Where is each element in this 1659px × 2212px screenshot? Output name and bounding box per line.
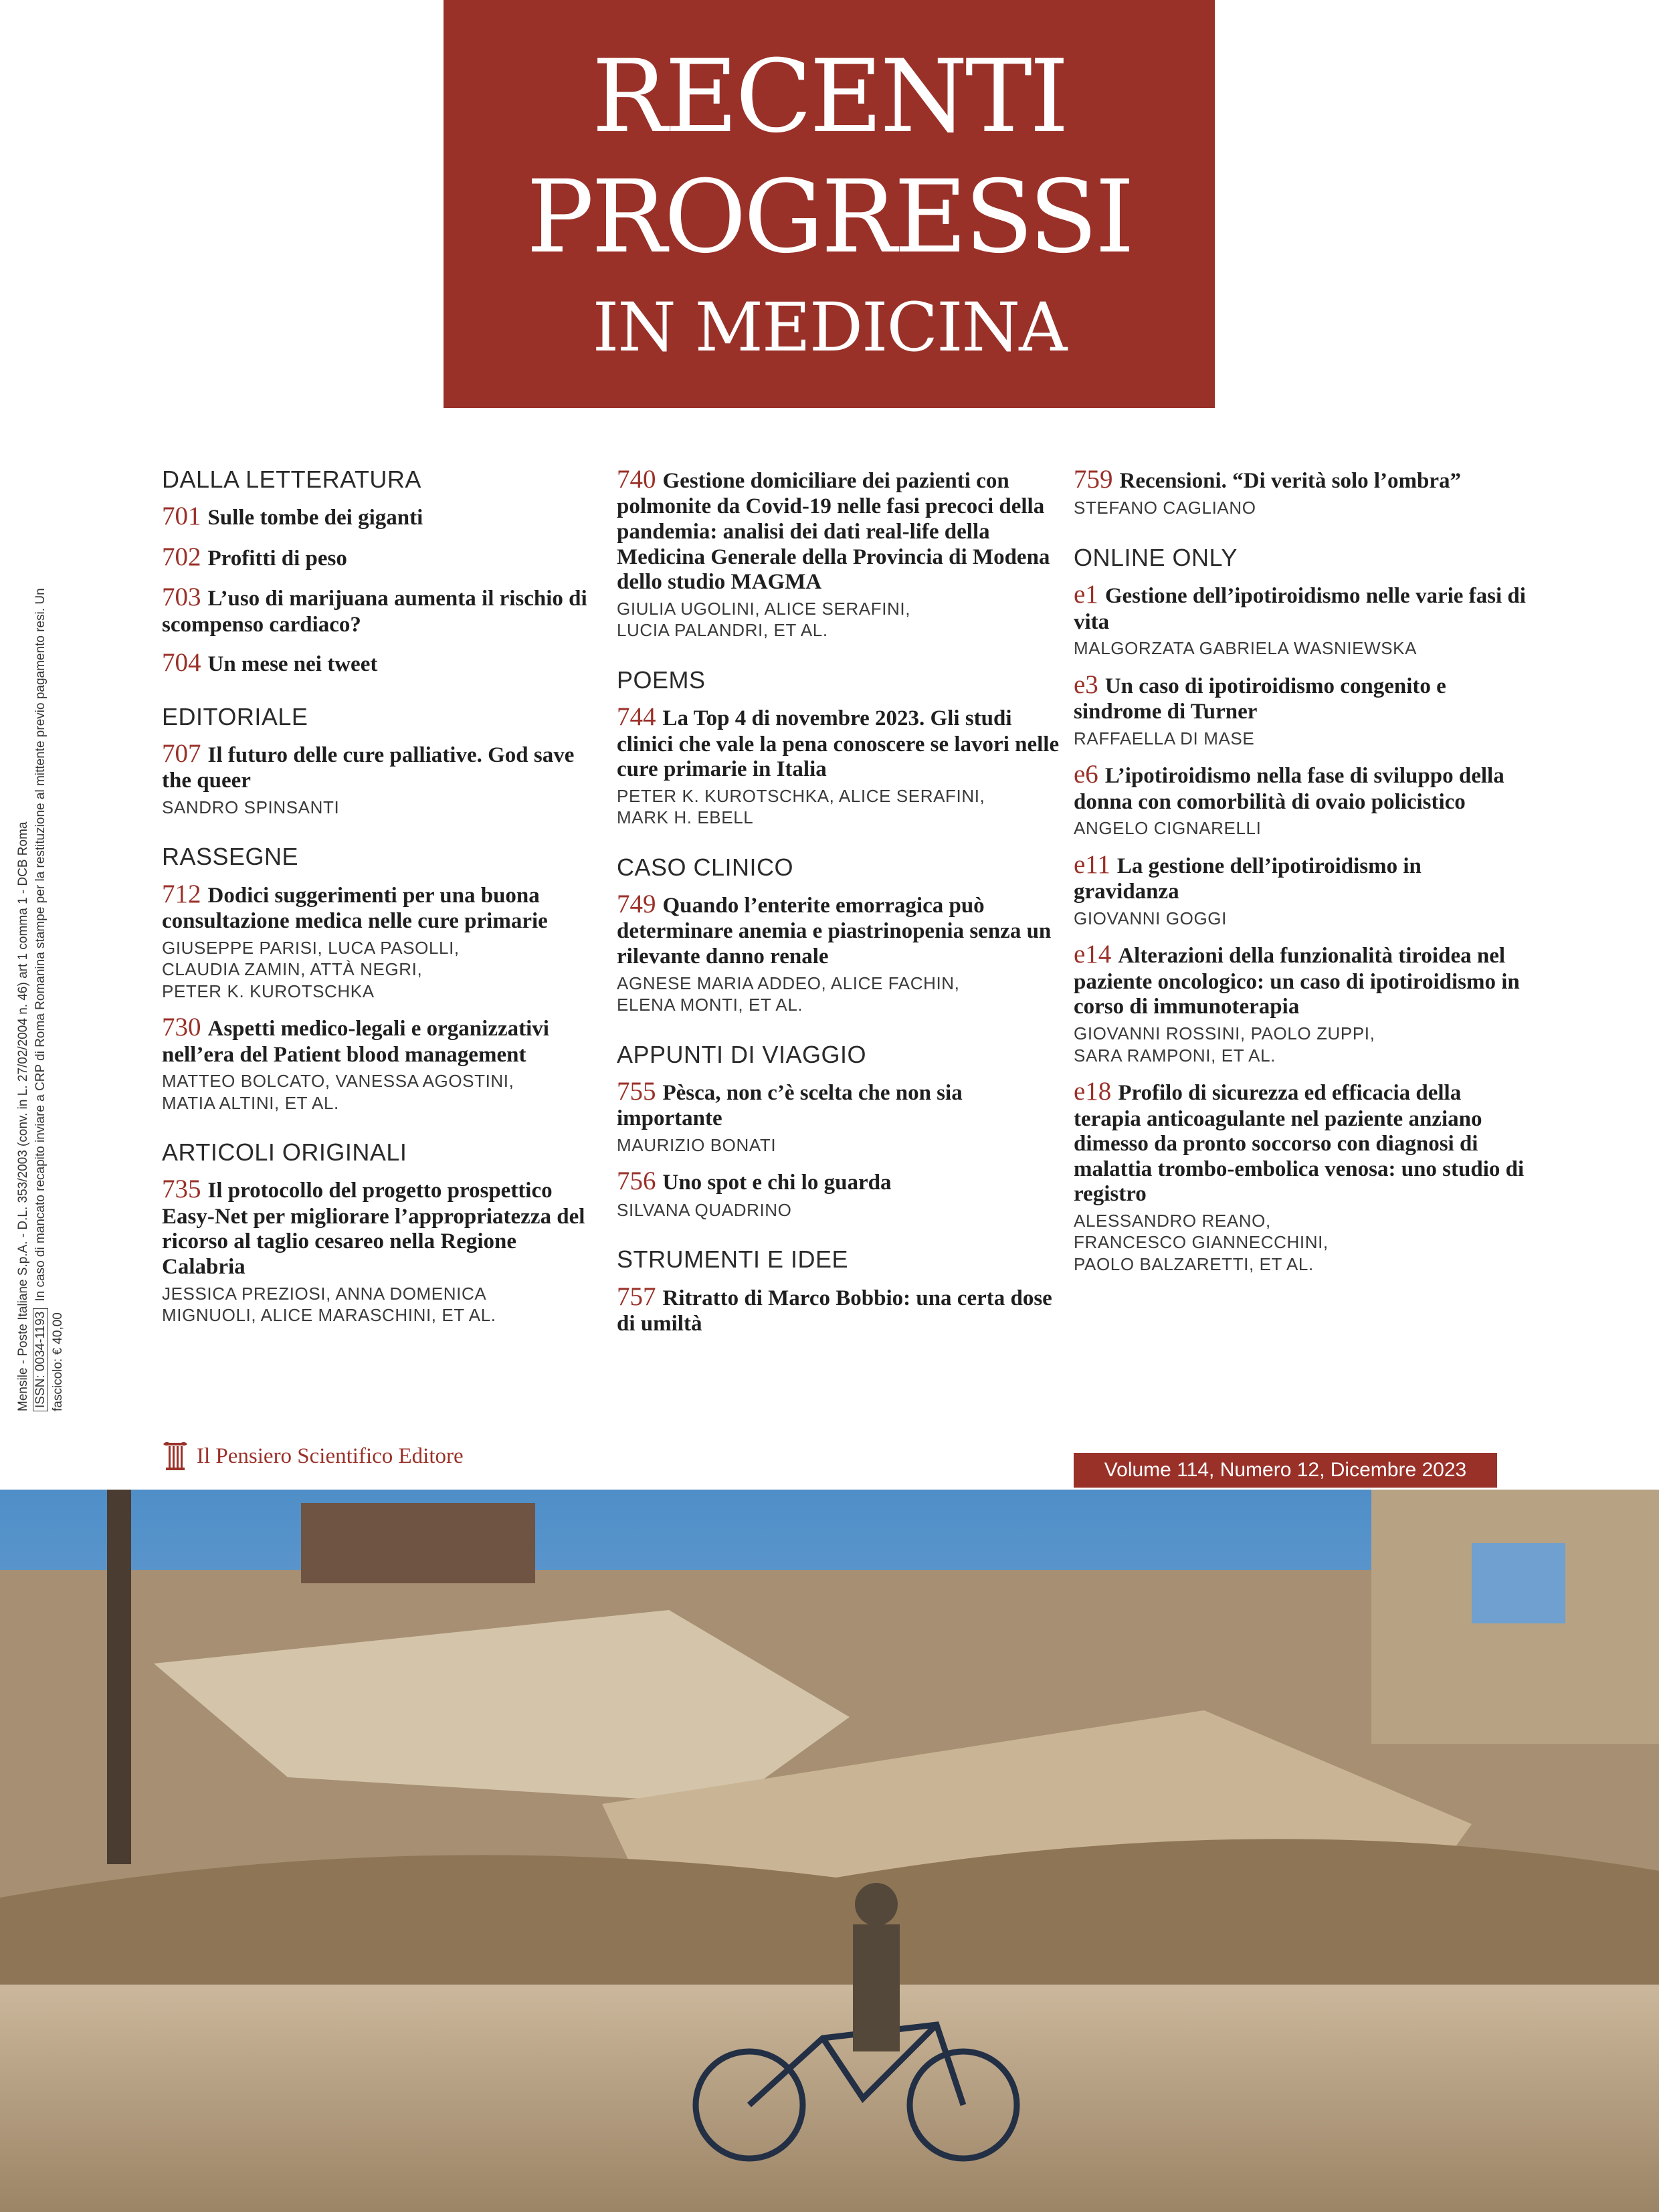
author-line: ELENA MONTI, ET AL. <box>617 995 803 1015</box>
author-line: SARA RAMPONI, ET AL. <box>1074 1045 1276 1066</box>
toc-column-3 <box>1074 465 1529 1286</box>
article-title: Alterazioni della funzionalità tiroidea nel paziente oncologico: un caso di ipotiroidismo in corso di immunoterapia <box>1074 944 1520 1019</box>
article-authors <box>162 1283 590 1326</box>
article-authors <box>1074 1023 1529 1066</box>
toc-entry <box>162 542 590 572</box>
toc-entry <box>1074 850 1529 930</box>
article-title: Quando l’enterite emorragica può determinare anemia e piastrinopenia senza un rilevante danno renale <box>617 893 1052 969</box>
page-number: e1 <box>1074 580 1098 609</box>
toc-entry <box>617 1167 1065 1221</box>
toc-entry-title-line <box>1074 580 1529 635</box>
article-title: Profilo di sicurezza ed efficacia della terapia anticoagulante nel paziente anziano dimesso da pronto soccorso con diagnosi di malattia trombo-embolica venosa: uno studio di registro <box>1074 1081 1525 1207</box>
toc-entry-title-line <box>162 542 590 572</box>
toc-entry <box>1074 465 1529 519</box>
page-number: 702 <box>162 542 201 571</box>
toc-entry-title-line <box>162 1013 590 1068</box>
page-number: 744 <box>617 702 656 732</box>
page-number: 703 <box>162 583 201 612</box>
toc-entry-title-line <box>1074 760 1529 815</box>
toc-entry-title-line <box>1074 670 1529 725</box>
author-line: FRANCESCO GIANNECCHINI, <box>1074 1232 1329 1253</box>
article-title: Il protocollo del progetto prospettico Easy-Net per migliorare l’appropriatezza del ricorso al taglio cesareo nella Regione Calabria <box>162 1179 585 1280</box>
page-number: 755 <box>617 1076 656 1106</box>
page-number: 756 <box>617 1167 656 1196</box>
toc-entry <box>617 702 1065 829</box>
toc-entry-title-line <box>617 1282 1065 1337</box>
toc-entry-title-line <box>617 702 1065 783</box>
article-authors <box>162 937 590 1003</box>
toc-entry <box>1074 580 1529 660</box>
author-line: MATTEO BOLCATO, VANESSA AGOSTINI, <box>162 1071 514 1092</box>
page-number: 757 <box>617 1282 656 1311</box>
toc-entry <box>1074 670 1529 750</box>
toc-column-2 <box>617 465 1065 1348</box>
section-heading: RASSEGNE <box>162 843 299 871</box>
article-authors <box>617 973 1065 1016</box>
page-number: 759 <box>1074 465 1113 494</box>
cover-photo <box>0 1490 1659 2212</box>
toc-entry <box>617 1077 1065 1157</box>
masthead-line-2: PROGRESSI <box>526 159 1133 276</box>
article-title: La gestione dell’ipotiroidismo in gravidanza <box>1074 853 1422 904</box>
article-title: Recensioni. “Di verità solo l’ombra” <box>1119 469 1462 493</box>
article-authors <box>1074 637 1529 660</box>
author-line: AGNESE MARIA ADDEO, ALICE FACHIN, <box>617 973 960 993</box>
page-number: e14 <box>1074 940 1112 969</box>
toc-entry-title-line <box>162 739 590 794</box>
author-line: JESSICA PREZIOSI, ANNA DOMENICA <box>162 1283 487 1304</box>
page-number: 707 <box>162 738 201 768</box>
article-title: Sulle tombe dei giganti <box>207 506 423 530</box>
article-title: Profitti di peso <box>207 546 347 571</box>
page-number: e3 <box>1074 670 1098 699</box>
article-title: Un mese nei tweet <box>207 652 378 677</box>
article-title: Il futuro delle cure palliative. God save the queer <box>162 742 575 793</box>
article-title: Dodici suggerimenti per una buona consultazione medica nelle cure primarie <box>162 883 548 933</box>
article-authors <box>617 1199 1065 1221</box>
page-number: 704 <box>162 648 201 678</box>
article-authors <box>1074 728 1529 750</box>
author-line: GIOVANNI GOGGI <box>1074 908 1227 928</box>
author-line: SILVANA QUADRINO <box>617 1199 792 1220</box>
section-heading: EDITORIALE <box>162 702 308 730</box>
article-authors <box>1074 817 1529 839</box>
toc-entry <box>1074 1077 1529 1275</box>
author-line: GIUSEPPE PARISI, LUCA PASOLLI, <box>162 937 460 958</box>
section-heading: STRUMENTI E IDEE <box>617 1245 849 1274</box>
issue-badge: Volume 114, Numero 12, Dicembre 2023 <box>1074 1453 1497 1488</box>
page-number: 735 <box>162 1175 201 1204</box>
toc-entry-title-line <box>162 583 590 637</box>
toc-entry <box>162 648 590 678</box>
author-line: MAURIZIO BONATI <box>617 1134 777 1155</box>
author-line: RAFFAELLA DI MASE <box>1074 728 1255 748</box>
toc-entry <box>162 502 590 531</box>
page-number: e6 <box>1074 760 1098 789</box>
article-authors <box>1074 1210 1529 1276</box>
page-number: 701 <box>162 502 201 531</box>
article-title: Un caso di ipotiroidismo congenito e sindrome di Turner <box>1074 674 1446 724</box>
section-heading: CASO CLINICO <box>617 853 794 881</box>
toc-entry <box>162 739 590 819</box>
section-heading: APPUNTI DI VIAGGIO <box>617 1040 867 1068</box>
article-authors <box>1074 497 1529 519</box>
toc-entry <box>1074 760 1529 839</box>
article-title: Gestione domiciliare dei pazienti con polmonite da Covid-19 nelle fasi precoci della pandemia: analisi dei dati real-life della Medicina Generale della Provincia di Modena dello studio MAGMA <box>617 469 1050 595</box>
toc-entry <box>162 1175 590 1326</box>
article-authors <box>162 1070 590 1114</box>
author-line: GIULIA UGOLINI, ALICE SERAFINI, <box>617 598 911 619</box>
author-line: MALGORZATA GABRIELA WASNIEWSKA <box>1074 638 1418 659</box>
author-line: PETER K. KUROTSCHKA, ALICE SERAFINI, <box>617 785 985 806</box>
section-heading: ONLINE ONLY <box>1074 543 1238 571</box>
article-title: Ritratto di Marco Bobbio: una certa dose di umiltà <box>617 1286 1052 1336</box>
toc-entry-title-line <box>1074 850 1529 905</box>
publisher-logo <box>162 1439 464 1473</box>
article-title: L’uso di marijuana aumenta il rischio di scompenso cardiaco? <box>162 587 587 637</box>
toc-entry-title-line <box>162 1175 590 1280</box>
toc-entry-title-line <box>1074 1077 1529 1207</box>
toc-column-1 <box>162 465 590 1337</box>
article-title: Uno spot e chi lo guarda <box>662 1171 892 1195</box>
author-line: LUCIA PALANDRI, ET AL. <box>617 620 828 641</box>
toc-entry-title-line <box>162 648 590 678</box>
article-authors <box>617 1134 1065 1157</box>
page-number: e18 <box>1074 1077 1112 1106</box>
toc-entry <box>162 1013 590 1114</box>
article-authors <box>1074 908 1529 930</box>
article-title: L’ipotiroidismo nella fase di sviluppo della donna con comorbilità di ovaio policistico <box>1074 764 1504 814</box>
article-title: Gestione dell’ipotiroidismo nelle varie fasi di vita <box>1074 584 1526 634</box>
toc-entry <box>617 465 1065 641</box>
toc-entry-title-line <box>617 465 1065 595</box>
postal-line-2 <box>32 542 67 1411</box>
article-title: Pèsca, non c’è scelta che non sia importante <box>617 1080 963 1131</box>
section-heading: ARTICOLI ORIGINALI <box>162 1138 407 1167</box>
postal-line-2-text: In caso di mancato recapito inviare a CRP di Roma Romanina stampe per la restituzione al mittente previo pagamento resi. Un fascicolo: € 40,00 <box>33 588 65 1411</box>
masthead-line-1: RECENTI <box>591 39 1067 155</box>
author-line: MIGNUOLI, ALICE MARASCHINI, ET AL. <box>162 1305 496 1326</box>
toc-entry-title-line <box>617 890 1065 970</box>
author-line: GIOVANNI ROSSINI, PAOLO ZUPPI, <box>1074 1023 1375 1044</box>
publisher-name: Il Pensiero Scientifico Editore <box>197 1443 464 1468</box>
author-line: ANGELO CIGNARELLI <box>1074 818 1262 839</box>
postal-line-1: Mensile - Poste Italiane S.p.A. - D.L. 353/2003 (conv. in L. 27/02/2004 n. 46) art 1 comma 1 - DCB Roma <box>16 821 30 1411</box>
page-number: 749 <box>617 889 656 918</box>
page-number: 740 <box>617 465 656 494</box>
toc-entry-title-line <box>617 1167 1065 1196</box>
masthead-line-3: IN MEDICINA <box>592 288 1066 367</box>
toc-entry-title-line <box>1074 465 1529 494</box>
article-title: La Top 4 di novembre 2023. Gli studi clinici che vale la pena conoscere se lavori nelle cure primarie in Italia <box>617 706 1060 782</box>
masthead <box>444 0 1215 408</box>
author-line: MARK H. EBELL <box>617 807 754 828</box>
article-authors <box>617 598 1065 641</box>
toc-entry <box>617 890 1065 1016</box>
article-authors <box>617 785 1065 829</box>
page-number: e11 <box>1074 849 1110 879</box>
page-number: 730 <box>162 1013 201 1042</box>
toc-entry-title-line <box>617 1077 1065 1132</box>
postal-sidebar <box>15 542 82 1411</box>
column-logo-icon <box>162 1440 189 1472</box>
article-authors <box>162 797 590 819</box>
author-line: PAOLO BALZARETTI, ET AL. <box>1074 1253 1314 1274</box>
author-line: ALESSANDRO REANO, <box>1074 1210 1271 1231</box>
toc-entry-title-line <box>162 502 590 531</box>
page-number: 712 <box>162 879 201 908</box>
section-heading: DALLA LETTERATURA <box>162 466 421 493</box>
author-line: STEFANO CAGLIANO <box>1074 498 1256 518</box>
toc-entry-title-line <box>162 880 590 934</box>
author-line: PETER K. KUROTSCHKA <box>162 981 375 1001</box>
toc-entry <box>1074 940 1529 1066</box>
section-heading: POEMS <box>617 666 706 694</box>
toc-entry-title-line <box>1074 940 1529 1020</box>
author-line: CLAUDIA ZAMIN, ATTÀ NEGRI, <box>162 959 423 980</box>
author-line: SANDRO SPINSANTI <box>162 797 340 817</box>
toc-entry <box>617 1282 1065 1337</box>
toc-entry <box>162 880 590 1003</box>
issn-box: ISSN: 0034-1193 <box>33 1308 48 1411</box>
toc-entry <box>162 583 590 637</box>
article-title: Aspetti medico-legali e organizzativi nell’era del Patient blood management <box>162 1017 549 1067</box>
author-line: MATIA ALTINI, ET AL. <box>162 1092 339 1113</box>
